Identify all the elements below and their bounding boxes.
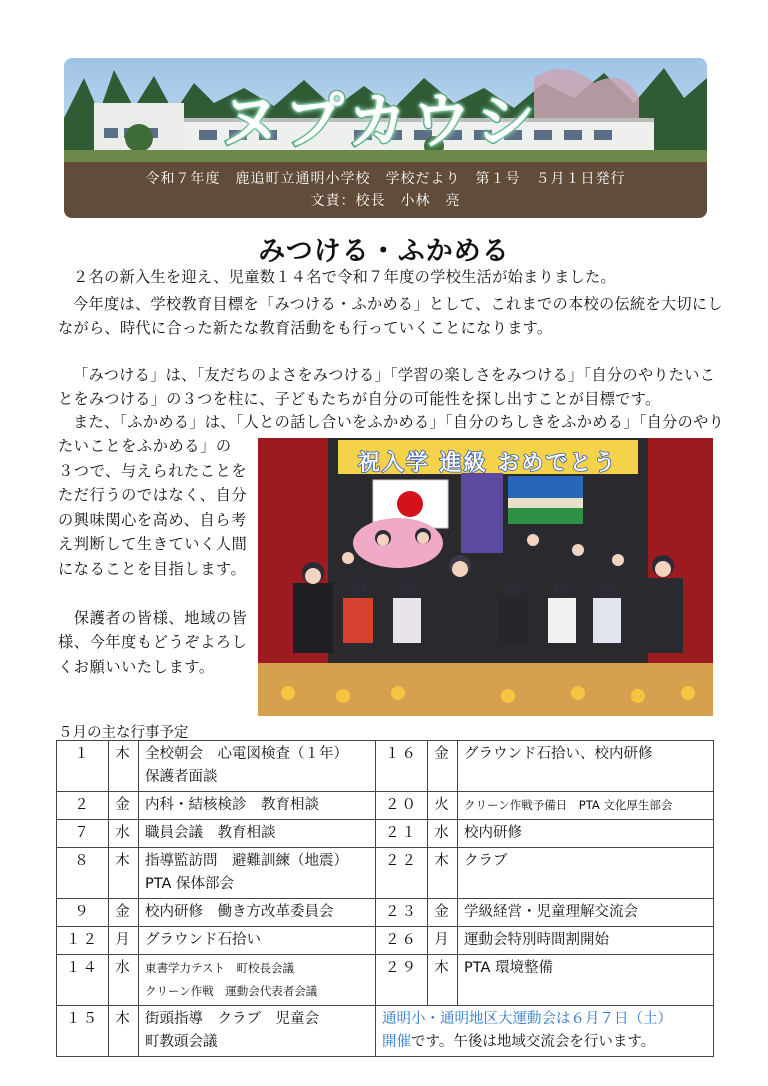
notice-line <box>382 1031 707 1054</box>
day-cell: ２３ <box>376 899 428 927</box>
event-cell: PTA 環境整備 <box>458 955 714 1006</box>
wrap-line: くお願いいたします。 <box>58 657 215 676</box>
weekday-cell: 木 <box>428 848 458 899</box>
wrapped-paragraph <box>58 434 254 679</box>
weekday-cell: 月 <box>109 927 139 955</box>
event-cell: 職員会議 教育相談 <box>139 820 376 848</box>
event-cell: クリーン作戦予備日 PTA 文化厚生部会 <box>458 792 714 820</box>
table-row <box>57 927 714 955</box>
weekday-cell: 木 <box>109 1006 139 1057</box>
weekday-cell: 金 <box>109 792 139 820</box>
article-headline: みつける・ふかめる <box>258 236 510 267</box>
event-cell: グラウンド石拾い <box>139 927 376 955</box>
masthead <box>64 58 707 218</box>
weekday-cell: 月 <box>428 927 458 955</box>
event-cell: 内科・結核検診 教育相談 <box>139 792 376 820</box>
weekday-cell: 水 <box>428 820 458 848</box>
intro-line-1: ２名の新入生を迎え、児童数１４名で令和７年度の学校生活が始まりました。 <box>73 268 616 286</box>
day-cell: ８ <box>57 848 109 899</box>
wrap-line: ただ行うのではなく、自分 <box>58 486 248 504</box>
event-cell <box>139 741 376 792</box>
event-line: クリーン作戦 運動会代表者会議 <box>145 984 318 998</box>
weekday-cell: 木 <box>109 741 139 792</box>
notice-text: です。午後は地域交流会を行います。 <box>411 1034 656 1050</box>
event-line: 東書学力テスト 町校長会議 <box>145 961 295 975</box>
day-cell: ２ <box>57 792 109 820</box>
goals-line-2: とをみつける」の３つを柱に、子どもたちが自分の可能性を探し出すことが目標です。 <box>58 390 661 408</box>
wrap-line <box>58 581 254 606</box>
wrap-line: ３つで、与えられたことを <box>58 461 248 480</box>
wrap-line: の興味関心を高め、自ら考 <box>58 510 247 529</box>
table-row <box>57 792 714 820</box>
table-row <box>57 820 714 848</box>
event-cell <box>139 848 376 899</box>
event-cell: 校内研修 働き方改革委員会 <box>139 899 376 927</box>
weekday-cell: 木 <box>428 955 458 1006</box>
schedule-table <box>56 740 714 1057</box>
day-cell: １５ <box>57 1006 109 1057</box>
day-cell: ９ <box>57 899 109 927</box>
event-cell: 運動会特別時間割開始 <box>458 927 714 955</box>
event-line: 指導監訪問 避難訓練（地震） <box>145 853 348 869</box>
author-line: 文責：校長 小林 亮 <box>310 193 461 209</box>
table-row <box>57 848 714 899</box>
day-cell: １２ <box>57 927 109 955</box>
wrap-line: たいことをふかめる」の <box>58 437 232 455</box>
event-cell: 学級経営・児童理解交流会 <box>458 899 714 927</box>
intro-line-3: ながら、時代に合った新たな教育活動をも行っていくことになります。 <box>58 319 553 337</box>
goals-line-3: また、「ふかめる」は、「人との話し合いをふかめる」「自分のちしきをふかめる」「自分のやり <box>73 413 725 431</box>
event-cell <box>139 1006 376 1057</box>
weekday-cell: 金 <box>428 741 458 792</box>
table-row <box>57 899 714 927</box>
notice-highlight: 開催 <box>382 1034 411 1050</box>
table-row <box>57 741 714 792</box>
event-line: 町教頭会議 <box>145 1034 218 1050</box>
table-row <box>57 955 714 1006</box>
weekday-cell: 金 <box>109 899 139 927</box>
event-line: PTA 保体部会 <box>145 876 235 892</box>
weekday-cell: 火 <box>428 792 458 820</box>
issue-info: 令和７年度 鹿追町立通明小学校 学校だより 第１号 ５月１日発行 <box>145 171 626 187</box>
goals-line-1: 「みつける」は、「友だちのよさをみつける」「学習の楽しさをみつける」「自分のやりたいこ <box>73 366 716 384</box>
celebration-banner: 祝入学 進級 おめでとう <box>358 451 618 476</box>
wrap-line: 様、今年度もどうぞよろし <box>58 633 248 651</box>
sports-day-notice <box>376 1006 714 1057</box>
schedule-title: ５月の主な行事予定 <box>58 725 189 741</box>
weekday-cell: 金 <box>428 899 458 927</box>
day-cell: ７ <box>57 820 109 848</box>
day-cell: ２１ <box>376 820 428 848</box>
ceremony-photo-illustration <box>258 438 713 716</box>
ceremony-photo <box>258 438 713 716</box>
event-line: 街頭指導 クラブ 児童会 <box>145 1011 319 1027</box>
day-cell: ２６ <box>376 927 428 955</box>
event-line: 全校朝会 心電図検査（１年） <box>145 746 348 762</box>
wrap-line: になることを目指します。 <box>58 559 247 578</box>
event-cell: グラウンド石拾い、校内研修 <box>458 741 714 792</box>
wrap-line: 保護者の皆様、地域の皆 <box>58 608 248 627</box>
weekday-cell: 水 <box>109 820 139 848</box>
masthead-title: ヌプカウシ <box>220 87 540 157</box>
day-cell: １４ <box>57 955 109 1006</box>
day-cell: １ <box>57 741 109 792</box>
event-cell <box>139 955 376 1006</box>
notice-line: 通明小・通明地区大運動会は６月７日（土） <box>382 1011 672 1027</box>
day-cell: １６ <box>376 741 428 792</box>
weekday-cell: 木 <box>109 848 139 899</box>
event-cell: クラブ <box>458 848 714 899</box>
table-row <box>57 1006 714 1057</box>
weekday-cell: 水 <box>109 955 139 1006</box>
event-line: 保護者面談 <box>145 769 218 785</box>
day-cell: ２９ <box>376 955 428 1006</box>
wrap-line: え判断して生きていく人間 <box>58 535 248 553</box>
day-cell: ２２ <box>376 848 428 899</box>
intro-line-2: 今年度は、学校教育目標を「みつける・ふかめる」として、これまでの本校の伝統を大切にし <box>73 295 723 313</box>
event-cell: 校内研修 <box>458 820 714 848</box>
day-cell: ２０ <box>376 792 428 820</box>
